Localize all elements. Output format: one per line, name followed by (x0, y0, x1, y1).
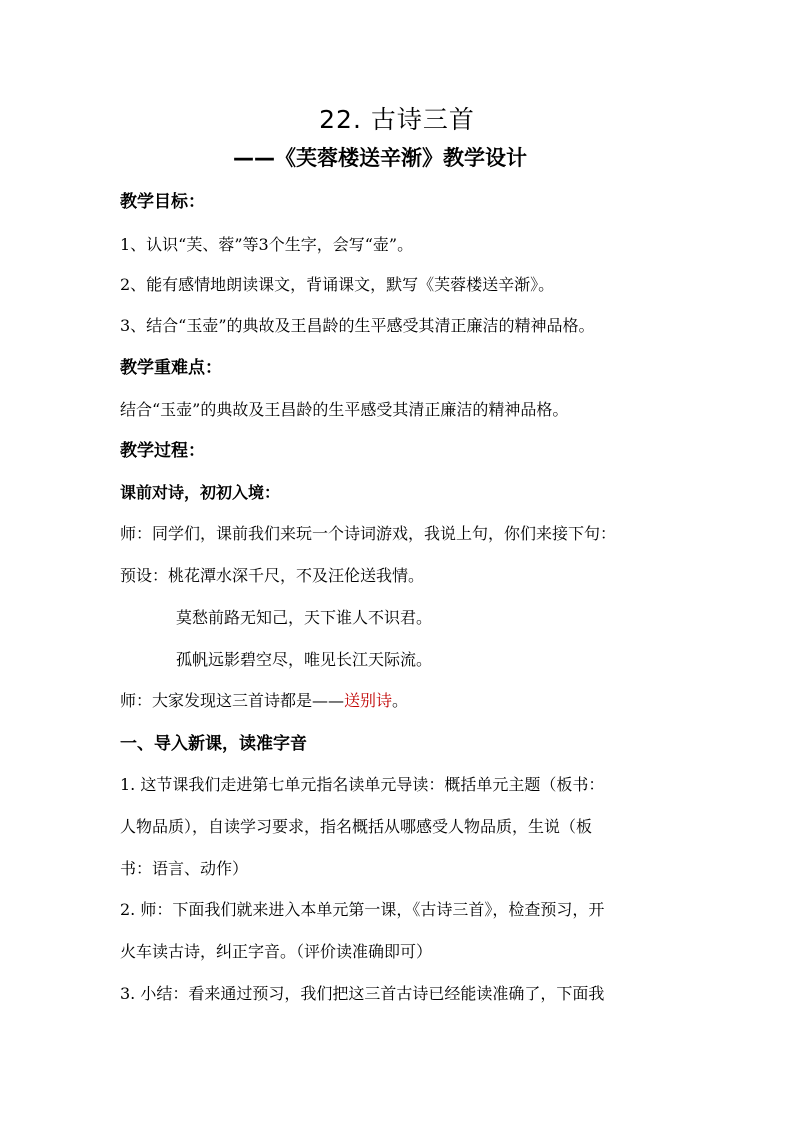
goal-3: 3、结合“玉壶”的典故及王昌龄的生平感受其清正廉洁的精神品格。 (120, 316, 595, 335)
goal-1: 1、认识“芙、蓉”等3个生字，会写“壶”。 (120, 235, 414, 254)
item-1-line-2: 人物品质），自读学习要求，指名概括从哪感受人物品质，生说（板 (120, 817, 593, 836)
preset-line-2: 莫愁前路无知己，天下谁人不识君。 (176, 608, 433, 627)
document-title: 22. 古诗三首 (319, 105, 475, 134)
teacher-line-2-prefix: 师：大家发现这三首诗都是—— (120, 691, 345, 710)
teacher-line-1: 师：同学们，课前我们来玩一个诗词游戏，我说上句，你们来接下句： (120, 524, 617, 543)
item-3-line-1: 3. 小结：看来通过预习，我们把这三首古诗已经能读准确了，下面我 (120, 984, 605, 1003)
item-2-line-2: 火车读古诗，纠正字音。（评价读准确即可） (120, 942, 433, 961)
item-1-line-3: 书：语言、动作） (120, 859, 249, 878)
item-2-line-1: 2. 师：下面我们就来进入本单元第一课，《古诗三首》，检查预习，开 (120, 900, 605, 919)
preset-line-1: 预设：桃花潭水深千尺，不及汪伦送我情。 (120, 566, 425, 585)
pre-class-heading: 课前对诗，初初入境： (120, 483, 281, 502)
keypoints-text: 结合“玉壶”的典故及王昌龄的生平感受其清正廉洁的精神品格。 (120, 400, 569, 419)
process-heading: 教学过程： (120, 441, 205, 461)
preset-line-3: 孤帆远影碧空尽，唯见长江天际流。 (176, 650, 433, 669)
teacher-line-2-suffix: 。 (392, 691, 409, 710)
keypoints-heading: 教学重难点： (120, 358, 222, 378)
teacher-line-2 (120, 688, 690, 714)
goals-heading: 教学目标： (120, 192, 205, 212)
goal-2: 2、能有感情地朗读课文，背诵课文，默写《芙蓉楼送辛渐》。 (120, 275, 555, 294)
teacher-line-2-answer: 送别诗 (344, 691, 393, 710)
document-subtitle: ——《芙蓉楼送辛渐》教学设计 (233, 146, 527, 170)
section-1-heading: 一、导入新课，读准字音 (120, 734, 307, 754)
item-1-line-1: 1. 这节课我们走进第七单元指名读单元导读：概括单元主题（板书： (120, 775, 605, 794)
